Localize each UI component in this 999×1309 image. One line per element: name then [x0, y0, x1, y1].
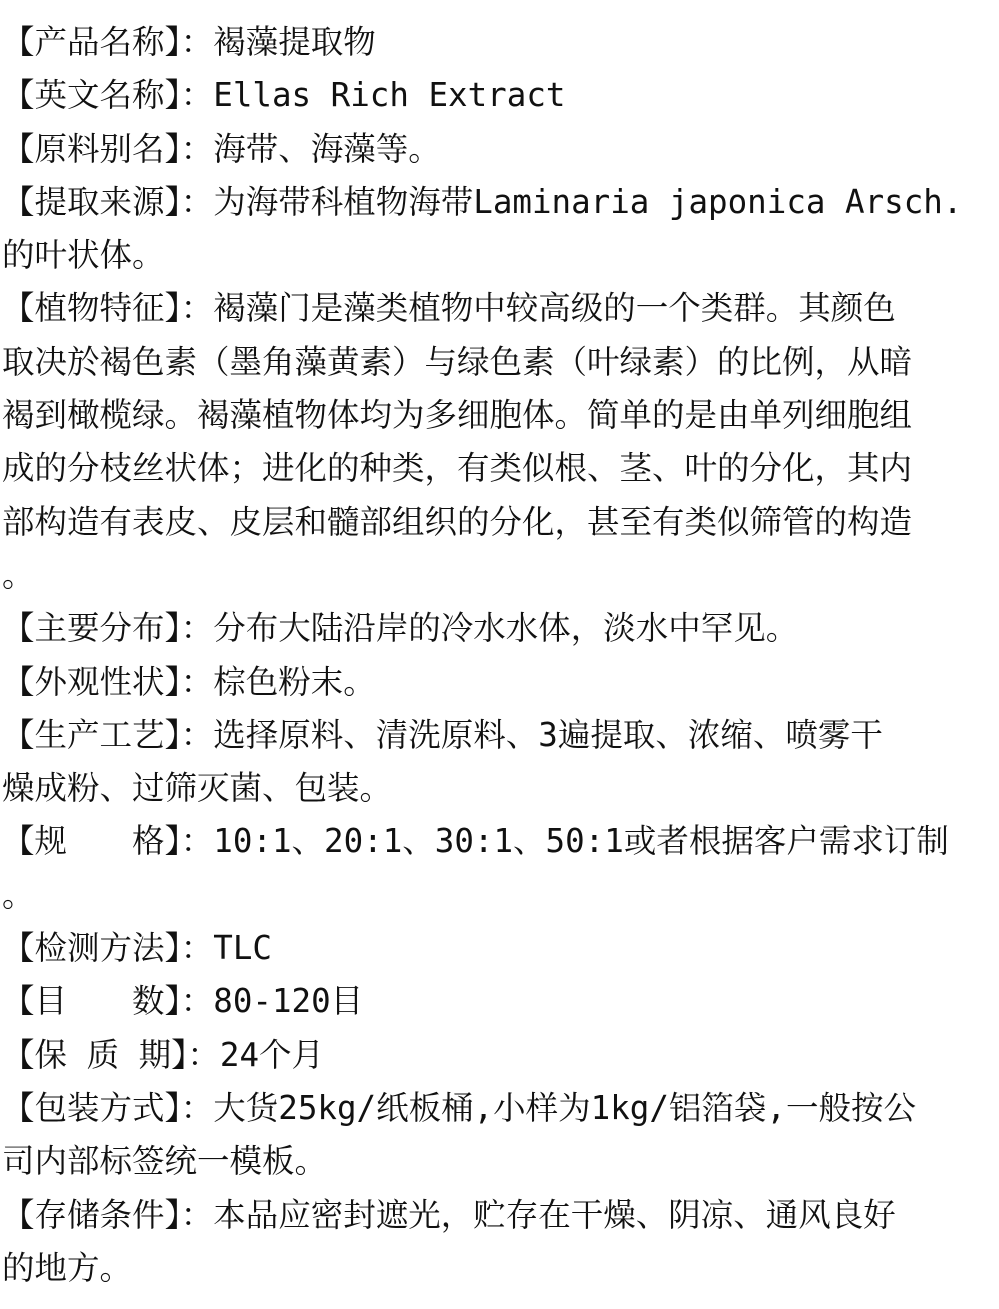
- extraction-source-line-cont: 的叶状体。: [2, 236, 165, 275]
- plant-features-line-cont-5: 。: [2, 555, 35, 594]
- specification-line-cont: 。: [2, 875, 35, 914]
- plant-features-line: 【植物特征】：褐藻门是藻类植物中较高级的一个类群。其颜色: [2, 289, 896, 328]
- product-spec-document: [0, 16, 999, 1295]
- alias-line: 【原料别名】：海带、海藻等。: [2, 129, 441, 168]
- plant-features-line-cont-1: 取决於褐色素（墨角藻黄素）与绿色素（叶绿素）的比例，从暗: [2, 342, 913, 381]
- packaging-line: 【包装方式】：大货25kg/纸板桶,小样为1kg/铝箔袋,一般按公: [2, 1088, 916, 1127]
- mesh-line: 【目 数】：80-120目: [2, 982, 364, 1021]
- english-name-line: 【英文名称】：Ellas Rich Extract: [2, 76, 566, 115]
- plant-features-line-cont-4: 部构造有表皮、皮层和髓部组织的分化，甚至有类似筛管的构造: [2, 502, 913, 541]
- distribution-line: 【主要分布】：分布大陆沿岸的冷水水体，淡水中罕见。: [2, 609, 799, 648]
- appearance-line: 【外观性状】：棕色粉末。: [2, 662, 376, 701]
- process-line-cont: 燥成粉、过筛灭菌、包装。: [2, 769, 393, 808]
- process-line: 【生产工艺】：选择原料、清洗原料、3遍提取、浓缩、喷雾干: [2, 715, 883, 754]
- extraction-source-line: 【提取来源】：为海带科植物海带Laminaria japonica Arsch.: [2, 182, 963, 221]
- storage-line: 【存储条件】：本品应密封遮光，贮存在干燥、阴凉、通风良好: [2, 1195, 896, 1234]
- test-method-line: 【检测方法】：TLC: [2, 929, 272, 968]
- shelf-life-line: 【保 质 期】：24个月: [2, 1035, 325, 1074]
- storage-line-cont: 的地方。: [2, 1248, 133, 1287]
- packaging-line-cont: 司内部标签统一模板。: [2, 1142, 328, 1181]
- plant-features-line-cont-3: 成的分枝丝状体；进化的种类，有类似根、茎、叶的分化，其内: [2, 449, 913, 488]
- product-name-line: 【产品名称】：褐藻提取物: [2, 23, 376, 61]
- plant-features-line-cont-2: 褐到橄榄绿。褐藻植物体均为多细胞体。简单的是由单列细胞组: [2, 396, 913, 435]
- specification-line: 【规 格】：10:1、20:1、30:1、50:1或者根据客户需求订制: [2, 822, 949, 861]
